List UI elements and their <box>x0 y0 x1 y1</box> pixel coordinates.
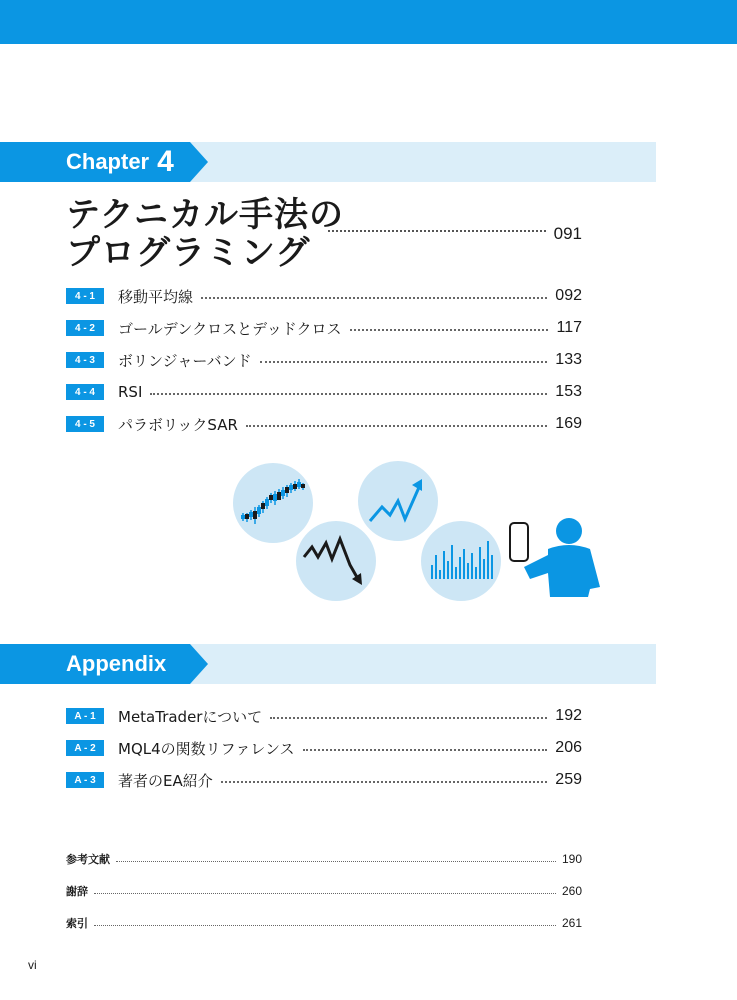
section-number-badge: A - 1 <box>66 708 104 724</box>
page-number: 259 <box>555 771 582 788</box>
top-color-bar <box>0 0 737 44</box>
page-number: 190 <box>561 852 582 866</box>
appendix-title: Appendix <box>66 651 167 676</box>
page-number: 117 <box>556 319 582 336</box>
back-matter-title: 参考文献 <box>66 853 110 866</box>
falling-line-chart-icon <box>296 521 376 601</box>
page-number: 260 <box>561 884 582 898</box>
dot-leader <box>116 861 556 862</box>
chapter-page-number: 091 <box>553 224 582 243</box>
dot-leader <box>246 425 547 427</box>
toc-entry[interactable] <box>66 706 582 726</box>
folio-page-number: vi <box>28 958 37 972</box>
back-matter-title: 索引 <box>66 917 88 930</box>
section-number-badge: A - 2 <box>66 740 104 756</box>
chapter-prefix: Chapter <box>66 149 150 174</box>
appendix-tab <box>0 644 190 684</box>
bar-volume-chart-icon <box>421 521 501 601</box>
dot-leader <box>350 329 549 331</box>
toc-entry[interactable] <box>66 770 582 790</box>
chapter-title-line2: プログラミング <box>66 233 311 273</box>
section-title: ゴールデンクロスとデッドクロス <box>118 319 342 338</box>
appendix-banner <box>0 644 656 684</box>
toc-entry[interactable] <box>66 318 582 338</box>
chapter-number: 4 <box>157 145 174 178</box>
toc-entry[interactable] <box>66 350 582 370</box>
chapter-title-line1: テクニカル手法の <box>66 195 344 235</box>
trading-illustration <box>0 455 737 610</box>
dot-leader <box>221 781 548 783</box>
section-number-badge: A - 3 <box>66 772 104 788</box>
back-matter-entry[interactable] <box>66 851 582 867</box>
page-number: 092 <box>555 287 582 304</box>
section-title: RSI <box>118 383 143 401</box>
toc-entry[interactable] <box>66 382 582 402</box>
section-title: ボリンジャーバンド <box>118 351 252 370</box>
rising-line-chart-icon <box>358 461 438 541</box>
page-number: 153 <box>555 383 582 400</box>
section-number-badge: 4 - 4 <box>66 384 104 400</box>
toc-entry[interactable] <box>66 286 582 306</box>
dot-leader <box>94 925 556 926</box>
page-number: 261 <box>561 916 582 930</box>
chapter-tab <box>0 142 190 182</box>
chapter-title-block <box>66 195 586 273</box>
chapter-dot-leader <box>328 230 546 232</box>
section-number-badge: 4 - 2 <box>66 320 104 336</box>
back-matter-title: 謝辞 <box>66 885 88 898</box>
back-matter-entry[interactable] <box>66 883 582 899</box>
dot-leader <box>270 717 547 719</box>
section-title: MQL4の関数リファレンス <box>118 739 295 758</box>
candlestick-chart-icon <box>233 463 313 543</box>
page-number: 206 <box>555 739 582 756</box>
chapter-title <box>66 196 344 272</box>
person-with-smartphone-icon <box>510 518 600 597</box>
section-title: MetaTraderについて <box>118 707 263 726</box>
toc-entry[interactable] <box>66 414 582 434</box>
back-matter-entry[interactable] <box>66 915 582 931</box>
page-number: 169 <box>555 415 582 432</box>
section-number-badge: 4 - 3 <box>66 352 104 368</box>
chapter-banner <box>0 142 656 182</box>
dot-leader <box>260 361 548 363</box>
section-number-badge: 4 - 5 <box>66 416 104 432</box>
section-number-badge: 4 - 1 <box>66 288 104 304</box>
toc-entry[interactable] <box>66 738 582 758</box>
dot-leader <box>201 297 547 299</box>
dot-leader <box>150 393 547 395</box>
section-title: 著者のEA紹介 <box>118 771 213 790</box>
dot-leader <box>94 893 556 894</box>
dot-leader <box>303 749 548 751</box>
page-number: 133 <box>555 351 582 368</box>
section-title: パラボリックSAR <box>118 415 238 434</box>
page-number: 192 <box>555 707 582 724</box>
section-title: 移動平均線 <box>118 287 194 306</box>
